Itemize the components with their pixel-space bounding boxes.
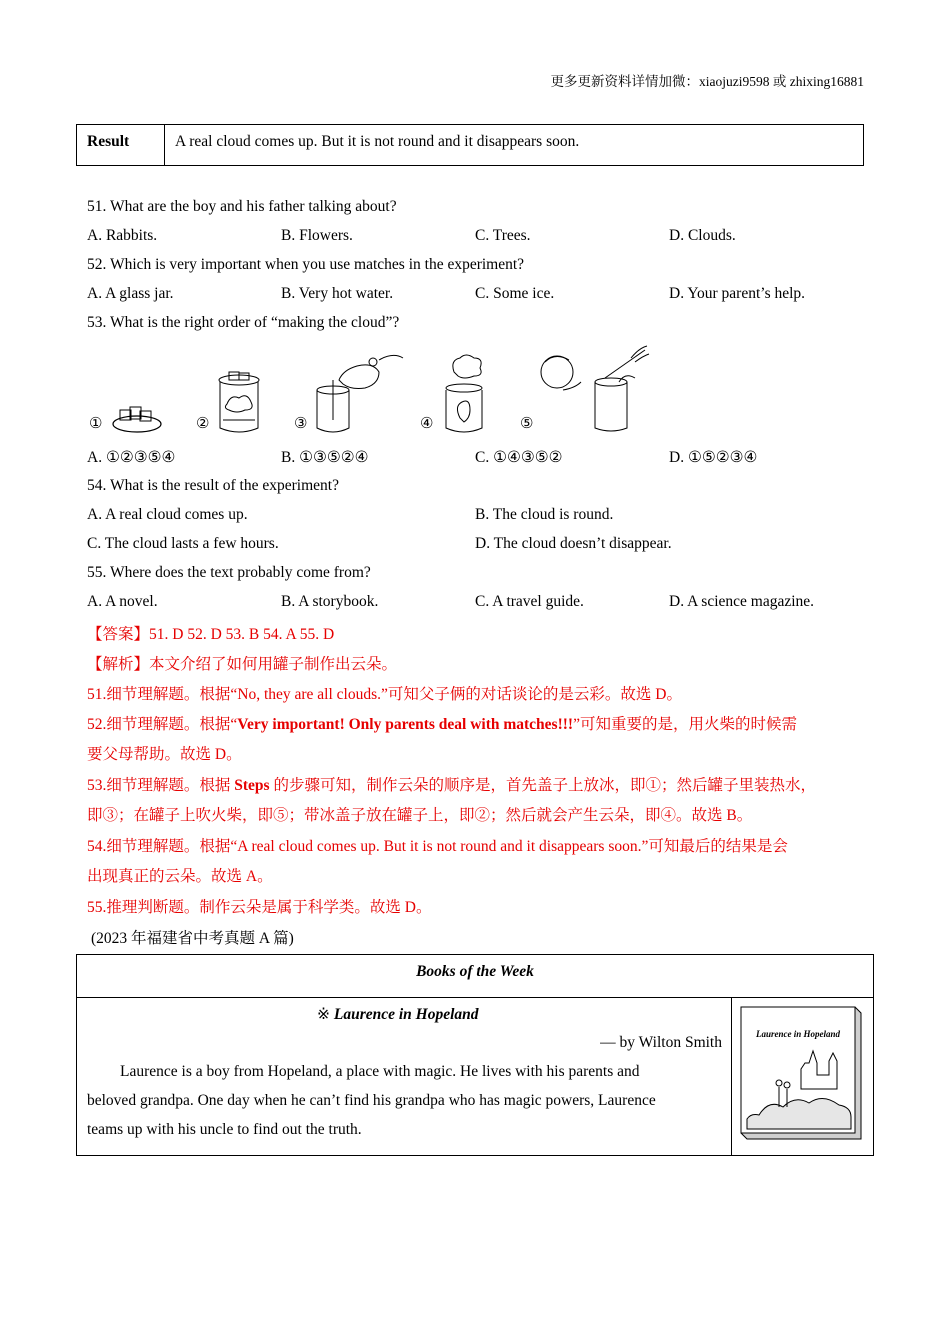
q52-option-c[interactable]: C. Some ice. [475,285,555,302]
picture-label-2: ② [196,416,210,432]
book-description-3: teams up with his uncle to find out the truth. [87,1121,362,1138]
q53-option-d[interactable]: D. ①⑤②③④ [669,449,758,466]
analysis-54: 54.细节理解题。根据“A real cloud comes up. But it is not round and it disappears soon.”可知最后的结果是会 [87,838,788,855]
question-54: 54. What is the result of the experiment? [87,477,339,494]
book-title: Laurence in Hopeland [333,1006,479,1023]
analysis-52-quote: Very important! Only parents deal with matches!!! [237,716,574,733]
q55-option-a[interactable]: A. A novel. [87,593,158,610]
analysis-53-steps: Steps [234,777,270,794]
table-divider [731,998,732,1155]
q53-option-a[interactable]: A. ①②③⑤④ [87,449,176,466]
picture-label-1: ① [89,416,103,432]
q54-option-a[interactable]: A. A real cloud comes up. [87,506,248,523]
q54-option-b[interactable]: B. The cloud is round. [475,506,614,523]
q54-option-d[interactable]: D. The cloud doesn’t disappear. [475,535,672,552]
analysis-54-line2: 出现真正的云朵。故选 A。 [87,868,273,885]
q55-option-c[interactable]: C. A travel guide. [475,593,584,610]
analysis-52-prefix: 52.细节理解题。根据“ [87,716,238,733]
analysis-53-prefix: 53.细节理解题。根据 [87,777,235,794]
picture-label-5: ⑤ [520,416,534,432]
analysis-53-suffix: 的步骤可知，制作云朵的顺序是，首先盖子上放冰，即①；然后罐子里装热水， [269,777,816,794]
q51-option-c[interactable]: C. Trees. [475,227,531,244]
q53-option-c[interactable]: C. ①④③⑤② [475,449,563,466]
analysis-52-suffix: ”可知重要的是，用火柴的时候需 [573,716,797,733]
book-author: — by Wilton Smith [600,1034,722,1051]
q51-option-a[interactable]: A. Rabbits. [87,227,158,244]
book-cover-image [739,1003,863,1141]
question-52: 52. Which is very important when you use matches in the experiment? [87,256,525,273]
jar-with-ice-lid-illustration [215,370,263,436]
q51-option-b[interactable]: B. Flowers. [281,227,353,244]
section-title: (2023 年福建省中考真题 A 篇) [91,930,294,947]
analysis-53 [87,773,816,795]
q55-option-b[interactable]: B. A storybook. [281,593,379,610]
result-table [76,124,864,166]
analysis-52 [87,712,797,734]
result-label: Result [77,125,165,165]
picture-label-3: ③ [294,416,308,432]
books-header: Books of the Week [77,955,873,998]
question-51: 51. What are the boy and his father talking about? [87,198,397,215]
ice-on-lid-illustration [110,400,166,436]
book-description-1: Laurence is a boy from Hopeland, a place with magic. He lives with his parents and [120,1063,640,1080]
book-description-2: beloved grandpa. One day when he can’t find his grandpa who has magic powers, Laurence [87,1092,656,1109]
books-table [76,954,874,1156]
analysis-53-line2: 即③；在罐子上吹火柴，即⑤；带冰盖子放在罐子上，即②；然后就会产生云朵，即④。故选 B。 [87,807,753,824]
reference-mark-icon: ※ [317,1006,330,1023]
analysis-52-line2: 要父母帮助。故选 D。 [87,746,242,763]
q52-option-a[interactable]: A. A glass jar. [87,285,174,302]
q53-option-b[interactable]: B. ①③⑤②④ [281,449,369,466]
q55-option-d[interactable]: D. A science magazine. [669,593,815,610]
analysis-intro: 【解析】本文介绍了如何用罐子制作出云朵。 [87,656,398,673]
q52-option-b[interactable]: B. Very hot water. [281,285,394,302]
book-cover-title: Laurence in Hopeland [755,1029,841,1039]
question-55: 55. Where does the text probably come from? [87,564,371,581]
result-text: A real cloud comes up. But it is not round and it disappears soon. [175,133,580,150]
analysis-55: 55.推理判断题。制作云朵是属于科学类。故选 D。 [87,899,432,916]
header-note: 更多更新资料详情加微：xiaojuzi9598 或 zhixing16881 [550,74,864,89]
cloud-in-jar-illustration [440,352,490,436]
blowing-out-match-illustration [535,342,651,436]
answer-key: 【答案】51. D 52. D 53. B 54. A 55. D [87,626,335,643]
q54-option-c[interactable]: C. The cloud lasts a few hours. [87,535,279,552]
picture-label-4: ④ [420,416,434,432]
pouring-hot-water-illustration [313,350,405,436]
book-title-line [317,1005,479,1024]
question-53: 53. What is the right order of “making the cloud”? [87,314,400,331]
analysis-51: 51.细节理解题。根据“No, they are all clouds.”可知父子俩的对话谈论的是云彩。故选 D。 [87,686,682,703]
q51-option-d[interactable]: D. Clouds. [669,227,736,244]
q52-option-d[interactable]: D. Your parent’s help. [669,285,806,302]
